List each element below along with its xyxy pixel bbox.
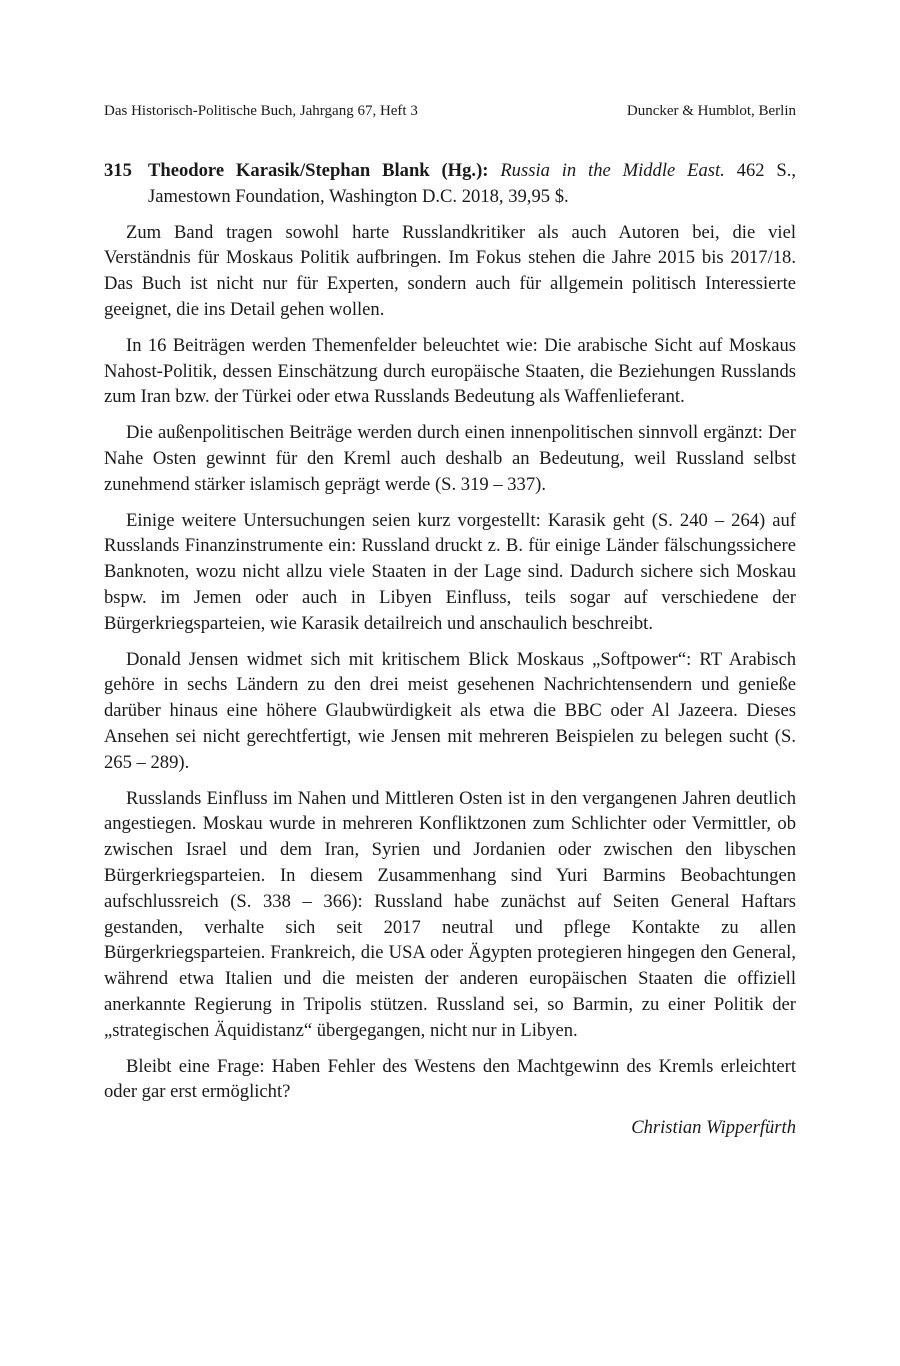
review-entry (104, 158, 796, 1141)
journal-info: Das Historisch-Politische Buch, Jahrgang 67, Heft 3 (104, 103, 418, 119)
publisher-info: Duncker & Humblot, Berlin (626, 103, 796, 119)
running-header (104, 101, 796, 121)
review-paragraph: In 16 Beiträgen werden Themenfelder beleuchtet wie: Die arabische Sicht auf Moskaus Nahost-Politik, dessen Einschätzung durch europäische Staaten, die Beziehungen Russlands zum Iran bzw. der Türkei oder etwa Russlands Bedeutung als Waffenlieferant. (104, 334, 796, 408)
review-paragraph: Donald Jensen widmet sich mit kritischem Blick Moskaus „Softpower“: RT Arabisch gehöre in sechs Ländern zu den drei meist gesehenen Nachrichtensendern und genieße darüber hinaus eine höhere Glaubwürdigkeit als etwa die BBC oder Al Jazeera. Dieses Ansehen sei nicht gerechtfertigt, wie Jensen mit mehreren Beispielen zu belegen sucht (S. 265 – 289). (104, 648, 796, 773)
bibliographic-heading (104, 158, 796, 210)
reviewer-signature: Christian Wipperfürth (631, 1117, 796, 1139)
entry-number: 315 (104, 160, 132, 181)
book-title: Russia in the Middle East. (500, 160, 725, 181)
entry-authors: Theodore Karasik/Stephan Blank (Hg.): (148, 160, 489, 181)
review-paragraph: Die außenpolitischen Beiträge werden durch einen innenpolitischen sinnvoll ergänzt: Der Nahe Osten gewinnt für den Kreml auch deshalb an Bedeutung, weil Russland selbst zunehmend stärker islamisch geprägt werde (S. 319 – 337). (104, 422, 796, 495)
review-paragraph: Bleibt eine Frage: Haben Fehler des Westens den Machtgewinn des Kremls erleichtert oder gar erst ermöglicht? (104, 1055, 796, 1103)
review-paragraph: Einige weitere Untersuchungen seien kurz vorgestellt: Karasik geht (S. 240 – 264) auf Russlands Finanzinstrumente ein: Russland druckt z. B. für einige Länder fälschungssichere Banknoten, wozu nicht allzu viele Staaten in der Lage sind. Dadurch sichere sich Moskau bspw. im Jemen oder auch in Libyen Einfluss, teils sogar auf verschiedene der Bürgerkriegsparteien, wie Karasik detailreich und anschaulich beschreibt. (104, 509, 796, 634)
review-paragraph: Zum Band tragen sowohl harte Russlandkritiker als auch Autoren bei, die viel Verständnis für Moskaus Politik aufbringen. Im Fokus stehen die Jahre 2015 bis 2017/18. Das Buch ist nicht nur für Experten, sondern auch für allgemein politisch Interessierte geeignet, die ins Detail gehen wollen. (104, 221, 796, 320)
book-details: 462 S., Jamestown Foundation, Washington D.C. 2018, 39,95 $. (148, 160, 797, 207)
review-paragraph: Russlands Einfluss im Nahen und Mittleren Osten ist in den vergangenen Jahren deutlich angestiegen. Moskau wurde in mehreren Konfliktzonen zum Schlichter oder Vermittler, ob zwischen Israel und dem Iran, Syrien und Jordanien oder zwischen den libyschen Bürgerkriegsparteien. In diesem Zusammenhang sind Yuri Barmins Beobachtungen aufschlussreich (S. 338 – 366): Russland habe zunächst auf Seiten General Haftars gestanden, verhalte sich seit 2017 neutral und pflege Kontakte zu allen Bürgerkriegsparteien. Frankreich, die USA oder Ägypten protegieren hingegen den General, während etwa Italien und die meisten der anderen europäischen Staaten die offiziell anerkannte Regierung in Tripolis stützen. Russland sei, so Barmin, zu einer Politik der „strategischen Äquidistanz“ übergegangen, nicht nur in Libyen. (104, 787, 796, 1041)
